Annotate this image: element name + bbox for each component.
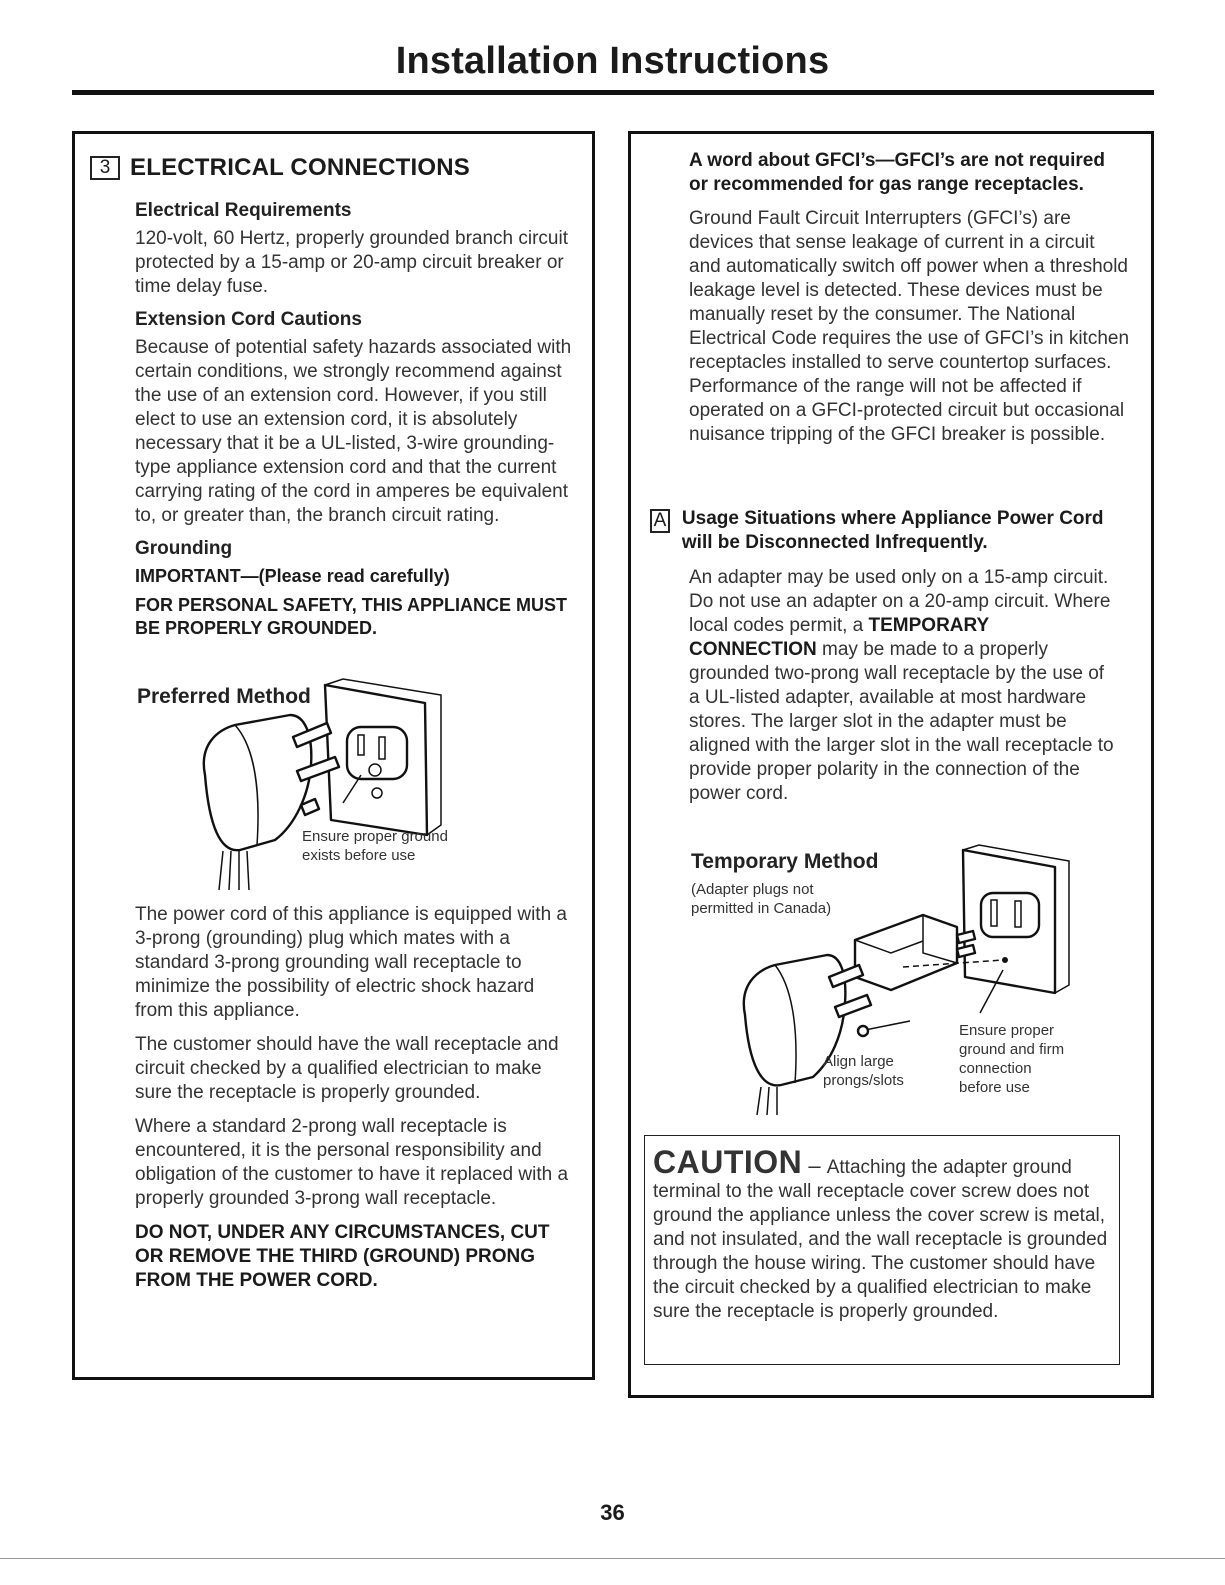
right-text-top	[689, 149, 1129, 457]
ensure-ground-caption-line1: Ensure proper ground	[302, 828, 448, 845]
caution-text: Attaching the adapter ground terminal to the wall receptacle cover screw does not ground the appliance unless the cover screw is metal, and not insulated, and the wall receptacle is grounded through the house wiring. The customer should have the circuit checked by a qualified electrician to make sure the receptacle is properly grounded.	[653, 1157, 1108, 1322]
gfci-text: Ground Fault Circuit Interrupters (GFCI’s) are devices that sense leakage of current in a circuit and automatically switch off power when a threshold leakage level is detected. These devices must be manually reset by the consumer. The National Electrical Code requires the use of GFCI’s in kitchen receptacles installed to serve countertop surfaces. Performance of the range will not be affected if operated on a GFCI-protected circuit but occasional nuisance tripping of the GFCI breaker is possible.	[689, 208, 1130, 445]
gfci-heading: A word about GFCI’s—GFCI’s are not required or recommended for gas range receptacles.	[689, 150, 1105, 195]
caution-paragraph	[653, 1144, 1111, 1324]
wall-outlet-3-prong	[325, 679, 441, 835]
adapter-note-line2: permitted in Canada)	[691, 900, 832, 917]
usage-text-block	[689, 566, 1119, 816]
left-text-top	[135, 200, 575, 650]
three-prong-plug	[744, 955, 871, 1115]
temporary-connection-label: TEMPORARY CONNECTION	[689, 615, 989, 660]
usage-text-before: An adapter may be used only on a 15-amp circuit. Do not use an adapter on a 20-amp circuit. Where local codes permit, a	[689, 567, 1111, 636]
usage-text	[689, 566, 1119, 806]
section-title: ELECTRICAL CONNECTIONS	[130, 154, 470, 181]
grounding-heading: Grounding	[135, 538, 233, 559]
ensure-caption-line3: connection	[959, 1060, 1032, 1077]
usage-text-after: may be made to a properly grounded two-prong wall receptacle by the use of a UL-listed adapter, available at most hardware stores. The larger slot in the adapter must be aligned with the larger slot in the wall receptacle to provide proper polarity in the connection of the power cord.	[689, 639, 1114, 804]
do-not-cut-warning: DO NOT, UNDER ANY CIRCUMSTANCES, CUT OR REMOVE THE THIRD (GROUND) PRONG FROM THE POWER CORD.	[135, 1222, 550, 1291]
caution-box	[644, 1135, 1120, 1365]
important-note: IMPORTANT—(Please read carefully)	[135, 566, 450, 586]
align-caption-line2: prongs/slots	[823, 1072, 904, 1089]
ensure-caption-line1: Ensure proper	[959, 1022, 1055, 1039]
two-prong-paragraph: Where a standard 2-prong wall receptacle is encountered, it is the personal responsibility and obligation of the customer to have it replaced with a properly grounded 3-prong wall receptacle.	[135, 1116, 569, 1209]
usage-letter-box: A	[650, 509, 670, 533]
ensure-connection-caption	[959, 1021, 1064, 1097]
usage-section	[650, 507, 1130, 555]
temporary-method-label: Temporary Method	[691, 850, 879, 873]
bottom-rule	[0, 1558, 1225, 1559]
electrical-requirements-text: 120-volt, 60 Hertz, properly grounded branch circuit protected by a 15-amp or 20-amp circuit breaker or time delay fuse.	[135, 228, 569, 297]
section-header	[90, 154, 570, 182]
power-cord-paragraph: The power cord of this appliance is equipped with a 3-prong (grounding) plug which mates with a standard 3-prong grounding wall receptacle to minimize the possibility of electric shock hazard from this appliance.	[135, 904, 567, 1021]
extension-cord-heading: Extension Cord Cautions	[135, 309, 362, 330]
left-text-bottom	[135, 903, 575, 1303]
extension-cord-text: Because of potential safety hazards associated with certain conditions, we strongly recommend against the use of an extension cord. However, if you still elect to use an extension cord, it is absolutely necessary that it be a UL-listed, 3-wire grounding-type appliance extension cord and that the current carrying rating of the cord in amperes be equivalent to, or greater than, the branch circuit rating.	[135, 337, 572, 526]
align-caption-line1: Align large	[823, 1053, 894, 1070]
caution-dash: –	[802, 1153, 827, 1178]
ensure-ground-caption	[302, 827, 448, 865]
usage-heading: Usage Situations where Appliance Power Cord will be Disconnected Infrequently.	[681, 508, 1104, 553]
ensure-caption-line4: before use	[959, 1079, 1030, 1096]
safety-note: FOR PERSONAL SAFETY, THIS APPLIANCE MUST BE PROPERLY GROUNDED.	[135, 595, 568, 638]
ensure-ground-caption-line2: exists before use	[302, 847, 416, 864]
adapter-note-line1: (Adapter plugs not	[691, 881, 814, 898]
page-number: 36	[600, 1500, 625, 1525]
align-caption	[823, 1052, 904, 1090]
section-number-box: 3	[90, 156, 120, 180]
electrical-requirements-heading: Electrical Requirements	[135, 200, 352, 221]
caution-heading: CAUTION	[653, 1144, 803, 1180]
title-rule	[72, 90, 1154, 95]
page-title: Installation Instructions	[395, 40, 830, 82]
cover-screw	[858, 1021, 910, 1036]
wall-outlet-2-prong	[963, 845, 1069, 993]
customer-paragraph: The customer should have the wall receptacle and circuit checked by a qualified electrician to make sure the receptacle is properly grounded.	[135, 1034, 559, 1103]
preferred-method-label: Preferred Method	[137, 685, 311, 708]
ensure-caption-line2: ground and firm	[959, 1041, 1065, 1058]
